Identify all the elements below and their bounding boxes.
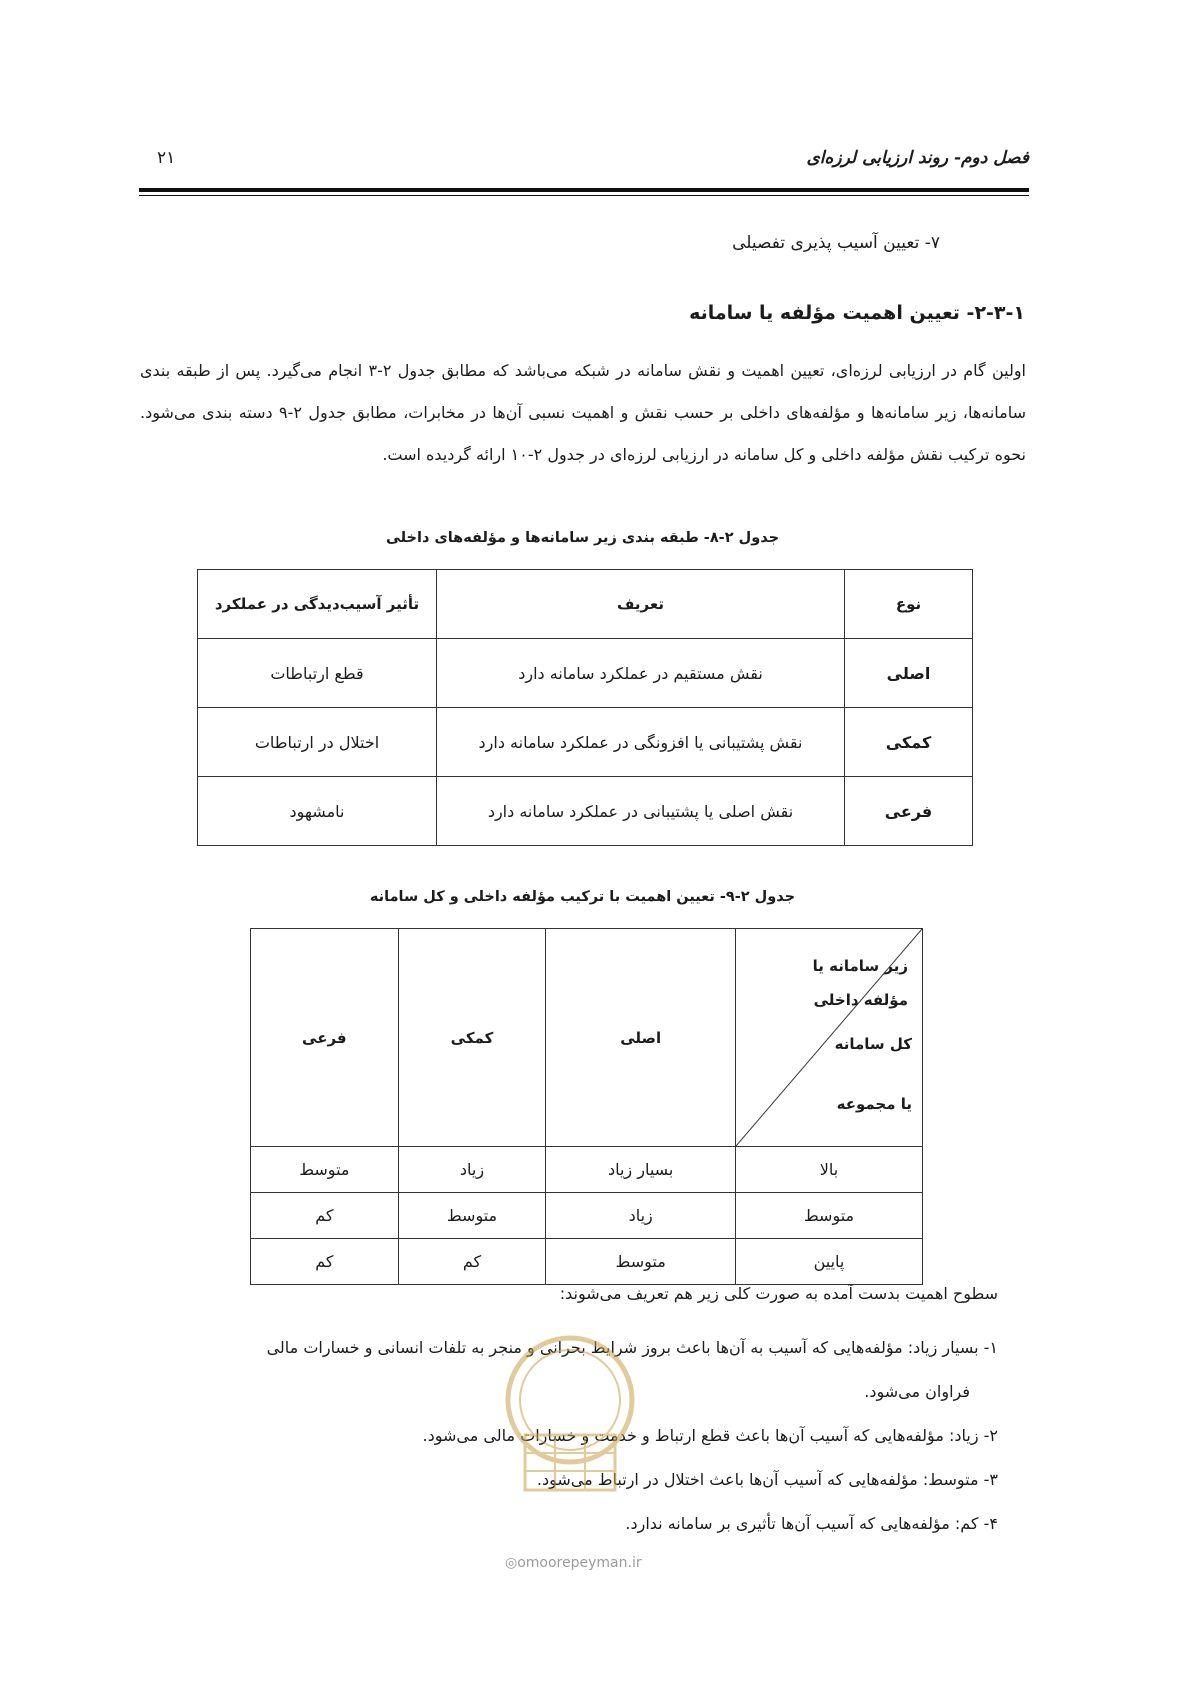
list-item: ۳- متوسط: مؤلفه‌هایی که آسیب آن‌ها باعث اختلال در ارتباط می‌شود. (536, 1470, 998, 1489)
header-auxiliary: کمکی (398, 929, 546, 1147)
intro-paragraph: اولین گام در ارزیابی لرزه‌ای، تعیین اهمیت و نقش سامانه در شبکه می‌باشد که مطابق جدول ۲-۳ انجام می‌گیرد. پس از طبقه بندی سامانه‌ها، زیر سامانه‌ها و مؤلفه‌های داخلی بر حسب نقش و اهمیت نسبی آن‌ها در مخابرات، مطابق جدول ۲-۹ دسته بندی می‌شود. نحوه ترکیب نقش مؤلفه داخلی و کل سامانه در ارزیابی لرزه‌ای در جدول ۲-۱۰ ارائه گردیده است. (140, 361, 1027, 464)
header-definition: تعریف (437, 570, 845, 639)
list-item-continuation: فراوان می‌شود. (864, 1382, 970, 1401)
table-cell: نقش پشتیبانی یا افزونگی در عملکرد سامانه دارد (437, 708, 845, 777)
table-cell: متوسط (736, 1193, 923, 1239)
levels-intro: سطوح اهمیت بدست آمده به صورت کلی زیر هم تعریف می‌شوند: (559, 1284, 998, 1303)
table-cell: نامشهود (198, 777, 437, 846)
table9-caption: جدول ۲-۹- تعیین اهمیت با ترکیب مؤلفه داخلی و کل سامانه (369, 889, 796, 905)
table-row (251, 1239, 923, 1285)
table-row (251, 1147, 923, 1193)
table-row (198, 639, 973, 708)
table-cell: متوسط (546, 1239, 736, 1285)
table-row (198, 777, 973, 846)
header-type: نوع (845, 570, 973, 639)
table-cell: زیاد (546, 1193, 736, 1239)
table-header-row (198, 570, 973, 639)
table-cell: اختلال در ارتباطات (198, 708, 437, 777)
watermark-seal-icon (495, 1330, 645, 1500)
table-row (198, 708, 973, 777)
table-cell: اصلی (845, 639, 973, 708)
watermark-url-text: omoorepeyman.ir (517, 1555, 642, 1571)
diagonal-header-cell (736, 929, 923, 1147)
table-header-row (251, 929, 923, 1147)
importance-table (250, 928, 923, 1285)
watermark-logo (495, 1330, 645, 1500)
table8-caption: جدول ۲-۸- طبقه بندی زیر سامانه‌ها و مؤلفه‌های داخلی (385, 530, 780, 546)
corner-top-line: زیر سامانه یا (812, 957, 908, 975)
page-number: ۲۱ (157, 148, 176, 168)
section-heading: ۲-۳-۱- تعیین اهمیت مؤلفه یا سامانه (689, 302, 1025, 324)
corner-bottom-line: کل سامانه (834, 1035, 912, 1053)
table-row (251, 1193, 923, 1239)
globe-icon: ◎ (505, 1555, 518, 1571)
chapter-title: فصل دوم- روند ارزیابی لرزه‌ای (806, 148, 1029, 168)
header-rule-thick (139, 188, 1029, 192)
table-cell: کم (251, 1239, 399, 1285)
table-cell: نقش مستقیم در عملکرد سامانه دارد (437, 639, 845, 708)
table-cell: کمکی (845, 708, 973, 777)
corner-top-line: مؤلفه داخلی (813, 991, 908, 1009)
page-header (139, 148, 1029, 178)
table-cell: نقش اصلی یا پشتیبانی در عملکرد سامانه دارد (437, 777, 845, 846)
list-item-7: ۷- تعیین آسیب پذیری تفصیلی (732, 233, 940, 253)
table-cell: بسیار زیاد (546, 1147, 736, 1193)
list-item: ۱- بسیار زیاد: مؤلفه‌هایی که آسیب به آن‌ها باعث بروز شرایط بحرانی و منجر به تلفات انسانی و خسارات مالی (266, 1338, 998, 1357)
corner-top-label (813, 949, 908, 1017)
watermark-url (505, 1555, 642, 1571)
table-cell: کم (398, 1239, 546, 1285)
table-cell: زیاد (398, 1147, 546, 1193)
table-cell: قطع ارتباطات (198, 639, 437, 708)
table-cell: متوسط (251, 1147, 399, 1193)
header-primary: اصلی (546, 929, 736, 1147)
table-cell: پایین (736, 1239, 923, 1285)
table-cell: فرعی (845, 777, 973, 846)
list-item: ۴- کم: مؤلفه‌هایی که آسیب آن‌ها تأثیری بر سامانه ندارد. (625, 1514, 998, 1533)
table-cell: کم (251, 1193, 399, 1239)
list-item: ۲- زیاد: مؤلفه‌هایی که آسیب آن‌ها باعث قطع ارتباط و خدمت و خسارات مالی می‌شود. (422, 1426, 998, 1445)
table-cell: متوسط (398, 1193, 546, 1239)
table-cell: بالا (736, 1147, 923, 1193)
classification-table (197, 569, 973, 846)
header-secondary: فرعی (251, 929, 399, 1147)
header-impact: تأثیر آسیب‌دیدگی در عملکرد (198, 570, 437, 639)
header-rule-thin (139, 195, 1029, 196)
corner-bottom-label (835, 1014, 912, 1134)
corner-bottom-line: یا مجموعه (836, 1095, 912, 1113)
